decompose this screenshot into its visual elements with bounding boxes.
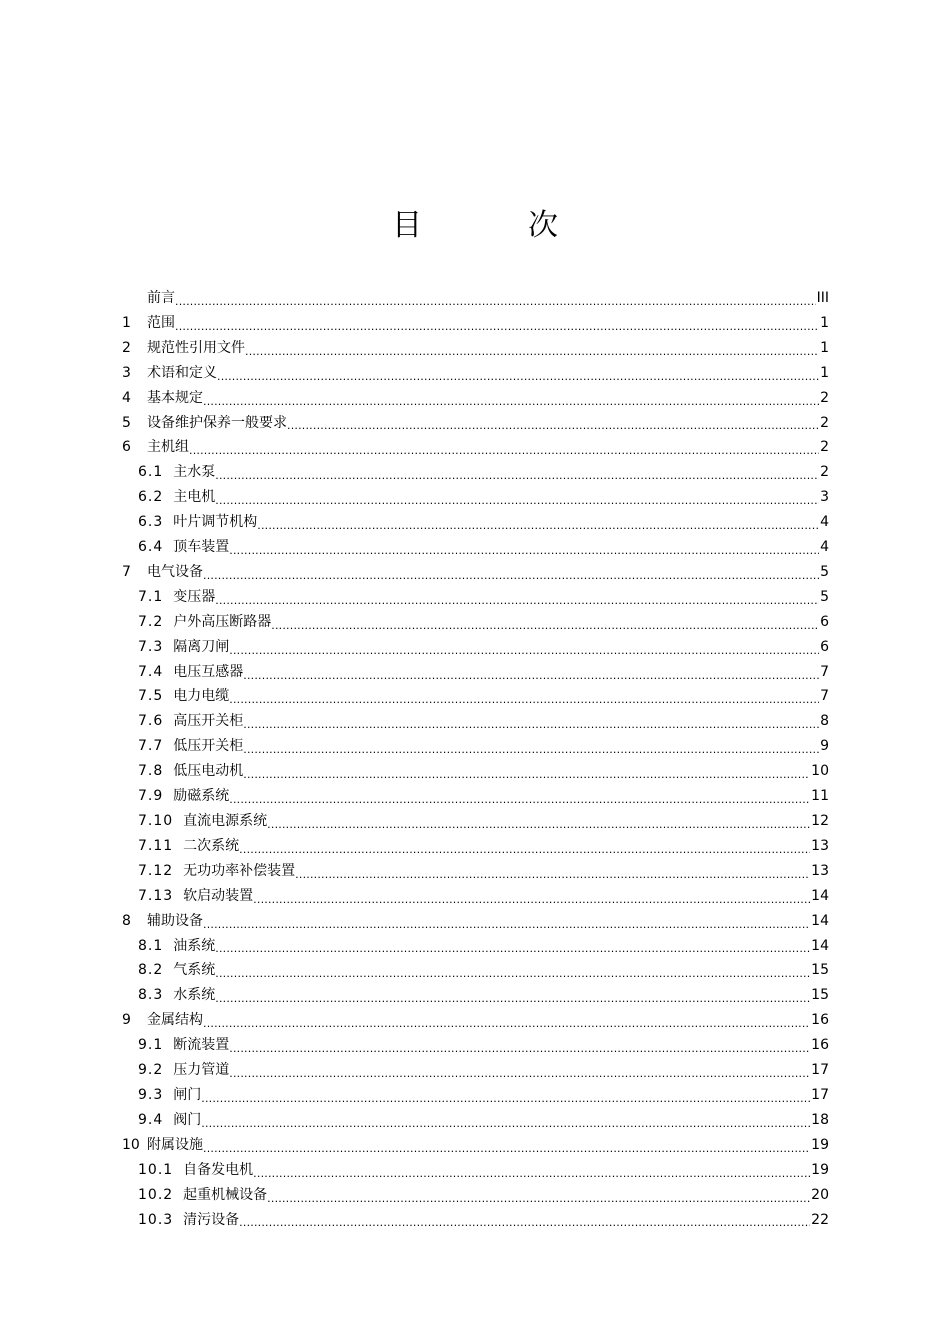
toc-entry-page: 16 <box>811 1012 829 1029</box>
toc-entry-page: 17 <box>811 1086 829 1103</box>
toc-entry-page: 20 <box>811 1186 829 1203</box>
toc-entry-label: 主水泵 <box>173 464 216 481</box>
dot-leader <box>267 1183 810 1208</box>
toc-entry-page: 6 <box>820 638 829 655</box>
dot-leader <box>243 759 810 784</box>
toc-entry-number: 9.2 <box>138 1062 164 1079</box>
toc-entry-number: 7.11 <box>138 837 174 854</box>
toc-entry-label: 阀门 <box>173 1111 202 1128</box>
dot-leader <box>257 510 819 535</box>
toc-entry-label: 设备维护保养一般要求 <box>147 414 287 431</box>
toc-entry-page: 13 <box>811 837 829 854</box>
toc-subentry[interactable] <box>122 460 829 485</box>
toc-entry[interactable] <box>122 1008 829 1033</box>
toc-entry-label: 基本规定 <box>147 389 203 406</box>
toc-entry-label: 电气设备 <box>147 563 203 580</box>
dot-leader <box>239 834 810 859</box>
toc-entry-page: 2 <box>820 414 829 431</box>
toc-entry-page: 5 <box>820 563 829 580</box>
toc-subentry[interactable] <box>122 1158 829 1183</box>
toc-entry-label: 隔离刀闸 <box>173 638 230 655</box>
toc-entry-number: 8.1 <box>138 937 164 954</box>
dot-leader <box>245 336 819 361</box>
toc-entry-number: 9.1 <box>138 1037 164 1054</box>
toc-subentry[interactable] <box>122 585 829 610</box>
toc-entry-label: 水系统 <box>173 987 216 1004</box>
toc-entry-number: 4 <box>122 389 131 406</box>
toc-entry-page: 14 <box>811 887 829 904</box>
toc-entry-label: 高压开关柜 <box>173 713 244 730</box>
toc-entry-label: 无功功率补偿装置 <box>183 862 296 879</box>
table-of-contents <box>122 286 829 1232</box>
toc-subentry[interactable] <box>122 1083 829 1108</box>
toc-entry-number: 9 <box>122 1012 131 1029</box>
toc-entry-page: 5 <box>820 588 829 605</box>
toc-entry-number: 7.5 <box>138 688 164 705</box>
toc-entry-number: 7.12 <box>138 862 174 879</box>
toc-entry[interactable] <box>122 435 829 460</box>
toc-entry-page: 15 <box>811 962 829 979</box>
toc-entry-number: 8.3 <box>138 987 164 1004</box>
toc-entry-number: 6.3 <box>138 514 164 531</box>
toc-entry-label: 油系统 <box>173 937 216 954</box>
toc-entry-page: 12 <box>811 813 829 830</box>
toc-entry-label: 户外高压断路器 <box>173 613 272 630</box>
toc-title: 目 次 <box>392 208 596 243</box>
toc-entry-page: 8 <box>820 713 829 730</box>
toc-subentry[interactable] <box>122 958 829 983</box>
toc-entry[interactable] <box>122 286 829 311</box>
dot-leader <box>203 386 819 411</box>
toc-entry-label: 断流装置 <box>173 1037 230 1054</box>
toc-entry-page: 15 <box>811 987 829 1004</box>
toc-entry-page: 2 <box>820 439 829 456</box>
toc-entry-number: 7.10 <box>138 813 174 830</box>
toc-subentry[interactable] <box>122 884 829 909</box>
toc-subentry[interactable] <box>122 610 829 635</box>
toc-subentry[interactable] <box>122 834 829 859</box>
toc-subentry[interactable] <box>122 934 829 959</box>
toc-entry-page: 11 <box>811 788 829 805</box>
toc-entry-number: 10.2 <box>138 1186 174 1203</box>
toc-entry-page: 13 <box>811 862 829 879</box>
toc-entry-number: 7.4 <box>138 663 164 680</box>
dot-leader <box>243 660 819 685</box>
toc-entry[interactable] <box>122 386 829 411</box>
dot-leader <box>215 485 819 510</box>
toc-entry-label: 二次系统 <box>183 837 240 854</box>
toc-subentry[interactable] <box>122 1058 829 1083</box>
toc-entry-page: 10 <box>811 763 829 780</box>
dot-leader <box>203 560 819 585</box>
toc-subentry[interactable] <box>122 685 829 710</box>
toc-entry-label: 主机组 <box>147 439 189 456</box>
toc-subentry[interactable] <box>122 983 829 1008</box>
dot-leader <box>217 361 819 386</box>
toc-entry[interactable] <box>122 311 829 336</box>
toc-entry-label: 起重机械设备 <box>183 1186 268 1203</box>
dot-leader <box>253 1158 810 1183</box>
toc-entry-page: 16 <box>811 1037 829 1054</box>
dot-leader <box>203 1008 810 1033</box>
dot-leader <box>203 1133 810 1158</box>
toc-entry-label: 清污设备 <box>183 1211 240 1228</box>
toc-entry-page: 1 <box>820 339 829 356</box>
toc-subentry[interactable] <box>122 1208 829 1233</box>
toc-subentry[interactable] <box>122 809 829 834</box>
toc-entry-number: 7.8 <box>138 763 164 780</box>
toc-entry-page: 7 <box>820 663 829 680</box>
toc-entry[interactable] <box>122 909 829 934</box>
toc-entry[interactable] <box>122 560 829 585</box>
toc-entry-number: 7.7 <box>138 738 164 755</box>
dot-leader <box>215 934 810 959</box>
toc-entry-page: 2 <box>820 389 829 406</box>
toc-subentry[interactable] <box>122 535 829 560</box>
toc-entry-label: 压力管道 <box>173 1062 230 1079</box>
toc-entry-number: 9.4 <box>138 1111 164 1128</box>
dot-leader <box>229 685 819 710</box>
toc-entry-page: 1 <box>820 314 829 331</box>
dot-leader <box>295 859 810 884</box>
toc-entry-label: 顶车装置 <box>173 539 230 556</box>
dot-leader <box>287 411 819 436</box>
toc-entry-page: 1 <box>820 364 829 381</box>
toc-entry-number: 6 <box>122 439 131 456</box>
toc-entry-page: 19 <box>811 1136 829 1153</box>
toc-entry-page: III <box>816 289 829 306</box>
dot-leader <box>189 435 819 460</box>
toc-entry-page: 18 <box>811 1111 829 1128</box>
toc-subentry[interactable] <box>122 734 829 759</box>
toc-entry-number: 7.6 <box>138 713 164 730</box>
dot-leader <box>243 709 819 734</box>
toc-entry-number: 7.13 <box>138 887 174 904</box>
toc-entry-number: 7.2 <box>138 613 164 630</box>
toc-entry-label: 直流电源系统 <box>183 813 268 830</box>
toc-entry-page: 2 <box>820 464 829 481</box>
toc-entry-label: 气系统 <box>173 962 216 979</box>
dot-leader <box>215 958 810 983</box>
toc-entry-number: 6.2 <box>138 489 164 506</box>
toc-entry-label: 辅助设备 <box>147 912 203 929</box>
toc-entry-label: 闸门 <box>173 1086 202 1103</box>
toc-subentry[interactable] <box>122 510 829 535</box>
toc-entry-label: 范围 <box>147 314 175 331</box>
toc-entry[interactable] <box>122 361 829 386</box>
toc-subentry[interactable] <box>122 1108 829 1133</box>
dot-leader <box>271 610 819 635</box>
toc-subentry[interactable] <box>122 1183 829 1208</box>
toc-entry-number: 3 <box>122 364 131 381</box>
dot-leader <box>203 909 810 934</box>
toc-entry-label: 变压器 <box>173 588 216 605</box>
toc-entry-number: 6.1 <box>138 464 164 481</box>
toc-entry-label: 术语和定义 <box>147 364 217 381</box>
dot-leader <box>229 1033 810 1058</box>
toc-subentry[interactable] <box>122 859 829 884</box>
toc-entry-number: 7.1 <box>138 588 164 605</box>
toc-entry-page: 14 <box>811 912 829 929</box>
toc-entry-number: 10 <box>122 1136 140 1153</box>
dot-leader <box>243 734 819 759</box>
toc-subentry[interactable] <box>122 759 829 784</box>
toc-subentry[interactable] <box>122 709 829 734</box>
toc-entry-label: 低压开关柜 <box>173 738 244 755</box>
toc-entry-page: 19 <box>811 1161 829 1178</box>
dot-leader <box>267 809 810 834</box>
toc-entry-page: 3 <box>820 489 829 506</box>
toc-entry-label: 规范性引用文件 <box>147 339 245 356</box>
toc-entry-label: 金属结构 <box>147 1012 203 1029</box>
dot-leader <box>215 983 810 1008</box>
dot-leader <box>175 311 819 336</box>
toc-subentry[interactable] <box>122 635 829 660</box>
toc-entry-page: 4 <box>820 539 829 556</box>
dot-leader <box>201 1083 810 1108</box>
toc-entry[interactable] <box>122 411 829 436</box>
toc-subentry[interactable] <box>122 784 829 809</box>
toc-entry-number: 9.3 <box>138 1086 164 1103</box>
toc-entry[interactable] <box>122 336 829 361</box>
toc-entry[interactable] <box>122 1133 829 1158</box>
toc-entry-page: 4 <box>820 514 829 531</box>
dot-leader <box>229 535 819 560</box>
toc-entry-label: 励磁系统 <box>173 788 230 805</box>
dot-leader <box>253 884 810 909</box>
dot-leader <box>215 585 819 610</box>
toc-entry-label: 低压电动机 <box>173 763 244 780</box>
toc-entry-number: 7.3 <box>138 638 164 655</box>
toc-entry-number: 7 <box>122 563 131 580</box>
toc-entry-page: 17 <box>811 1062 829 1079</box>
dot-leader <box>229 1058 810 1083</box>
toc-entry-label: 电力电缆 <box>173 688 230 705</box>
toc-entry-number: 5 <box>122 414 131 431</box>
toc-entry-label: 自备发电机 <box>183 1161 254 1178</box>
toc-entry-label: 前言 <box>147 289 175 306</box>
toc-subentry[interactable] <box>122 485 829 510</box>
toc-subentry[interactable] <box>122 660 829 685</box>
toc-entry-page: 22 <box>811 1211 829 1228</box>
toc-entry-page: 14 <box>811 937 829 954</box>
toc-entry-number: 6.4 <box>138 539 164 556</box>
dot-leader <box>175 286 816 311</box>
dot-leader <box>229 635 819 660</box>
toc-entry-number: 1 <box>122 314 131 331</box>
toc-entry-label: 主电机 <box>173 489 216 506</box>
toc-entry-label: 附属设施 <box>147 1136 203 1153</box>
toc-entry-number: 8 <box>122 912 131 929</box>
toc-subentry[interactable] <box>122 1033 829 1058</box>
toc-entry-label: 软启动装置 <box>183 887 254 904</box>
toc-entry-number: 10.3 <box>138 1211 174 1228</box>
toc-entry-page: 6 <box>820 613 829 630</box>
toc-entry-page: 9 <box>820 738 829 755</box>
toc-entry-number: 8.2 <box>138 962 164 979</box>
toc-entry-page: 7 <box>820 688 829 705</box>
dot-leader <box>239 1208 810 1233</box>
toc-entry-label: 叶片调节机构 <box>173 514 258 531</box>
toc-entry-number: 10.1 <box>138 1161 174 1178</box>
toc-entry-number: 7.9 <box>138 788 164 805</box>
toc-entry-label: 电压互感器 <box>173 663 244 680</box>
toc-entry-number: 2 <box>122 339 131 356</box>
dot-leader <box>229 784 810 809</box>
dot-leader <box>215 460 819 485</box>
dot-leader <box>201 1108 810 1133</box>
